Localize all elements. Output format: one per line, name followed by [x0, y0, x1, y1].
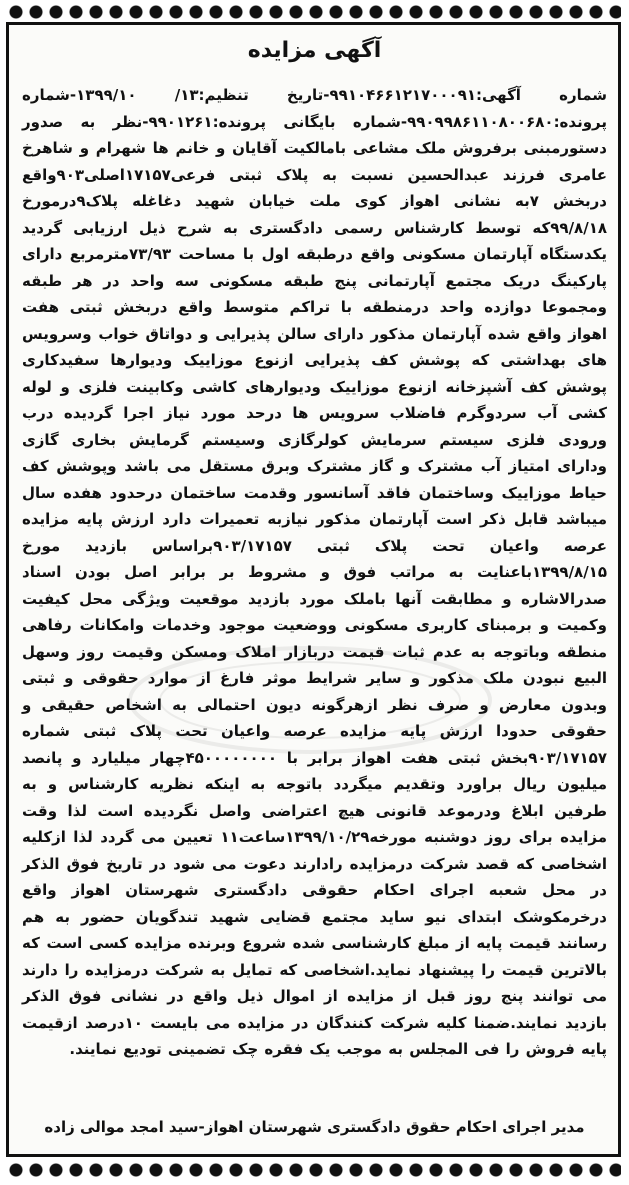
notice-body-text: شماره آگهی:۹۹۱۰۴۶۶۱۲۱۷۰۰۰۹۱-تاریخ تنظیم:۱۳/ ۱۳۹۹/۱۰-شماره پرونده:۹۹۰۹۹۸۶۱۱۰۸۰۰۶۸۰-شماره بایگانی پرونده:۹۹۰۱۲۶۱-نظر به صدور دستورمبنی برفروش ملک مشاعی بامالکیت آقایان و خانم ها شهرام و شاهرخ عامری فرزند عبدالحسین نسبت به پلاک ثبتی فرعی۱۷۱۵۷اصلی۹۰۳واقع دربخش ۷به نشانی اهواز کوی ملت خیابان شهید دغاغله پلاک۹درمورخ ۹۹/۸/۱۸که توسط کارشناس رسمی دادگستری به شرح ذیل ارزیابی گردید یکدستگاه آپارتمان مسکونی واقع درطبقه اول با مساحت ۷۳/۹۳مترمربع دارای پارکینگ دریک مجتمع آپارتمانی پنج طبقه مسکونی سه واحد در هر طبقه ومجموعا دوازده واحد درمنطقه با تراکم متوسط واقع دربخش ثبتی هفت اهواز واقع شده آپارتمان مذکور دارای سالن پذیرایی و دواتاق خواب وسرویس های بهداشتی که پوشش کف پذیرایی ازنوع موزاییک ودیوارها سفیدکاری پوشش کف آشپزخانه ازنوع موزاییک ودیوارهای کاشی وکابینت فلزی و لوله کشی آب سردوگرم فاضلاب سرویس ها درحد مورد نیاز اجرا گردیده درب ورودی فلزی سیستم سرمایش کولرگازی وسیستم گرمایش بخاری گازی ودارای امتیاز آب مشترک و گاز مشترک وبرق مستقل می باشد وپوشش کف حیاط موزاییک وساختمان فاقد آسانسور وقدمت ساختمان درحدود هفده سال میباشد قابل ذکر است آپارتمان مذکور نیازبه تعمیرات دارد ارزش پایه مزایده عرصه واعیان تحت پلاک ثبتی ۹۰۳/۱۷۱۵۷براساس بازدید مورخ ۱۳۹۹/۸/۱۵باعنایت به مراتب فوق و مشروط بر برابر اصل بودن اسناد صدرالاشاره و مطابقت آنها باملک مورد بازدید موقعیت ویژگی محل کیفیت وکمیت و برمبنای کاربری مسکونی ووضعیت موجود وخدمات وامکانات رفاهی منطقه وباتوجه به عدم ثبات قیمت دربازار املاک ومسکن وقیمت روز وسهل البیع نبودن ملک مذکور و سایر شرایط موثر فارغ از موارد حقوقی و ثبتی وبدون معارض و صرف نظر ازهرگونه دیون احتمالی به اشخاص حقیقی و حقوقی حدودا ارزش پایه مزایده عرصه واعیان تحت پلاک ثبتی شماره ۹۰۳/۱۷۱۵۷بخش ثبتی هفت اهواز برابر با ۴۵۰۰۰۰۰۰۰۰چهار میلیارد و پانصد میلیون ریال براورد وتقدیم میگردد باتوجه به اینکه نظریه کارشناس و به طرفین ابلاغ ودرموعد قانونی هیچ اعتراضی واصل نگردیده است لذا وقت مزایده برای روز دوشنبه مورخه۱۳۹۹/۱۰/۲۹ساعت۱۱ تعیین می گردد لذا ازکلیه اشخاصی که قصد شرکت درمزایده رادارند دعوت می شود در تاریخ فوق الذکر در محل شعبه اجرای احکام حقوقی دادگستری شهرستان اهواز واقع درخرمکوشک ابتدای نیو ساید مجتمع قضایی شهید تندگویان حضور به هم رسانند قیمت پایه از مبلغ کارشناسی شده شروع وبرنده مزایده کسی است که بالاترین قیمت را پیشنهاد نماید.اشخاصی که تمایل به شرکت درمزایده را دارند می توانند پنج روز قبل از مزایده از اموال ذیل واقع در نشانی فوق الذکر بازدید نمایند.ضمنا کلیه شرکت کنندگان در مزایده می بایست ۱۰درصد ازقیمت پایه فروش را فی المجلس به موجب یک فقره چک تضمینی تودیع نمایند. — [22, 86, 608, 1058]
notice-title: آگهی مزایده — [247, 38, 382, 63]
decorative-top-border — [6, 2, 621, 22]
decorative-bottom-border — [6, 1160, 621, 1180]
notice-signature: مدیر اجرای احکام حقوق دادگستری شهرستان اهواز-سید امجد موالی زاده — [44, 1118, 585, 1136]
